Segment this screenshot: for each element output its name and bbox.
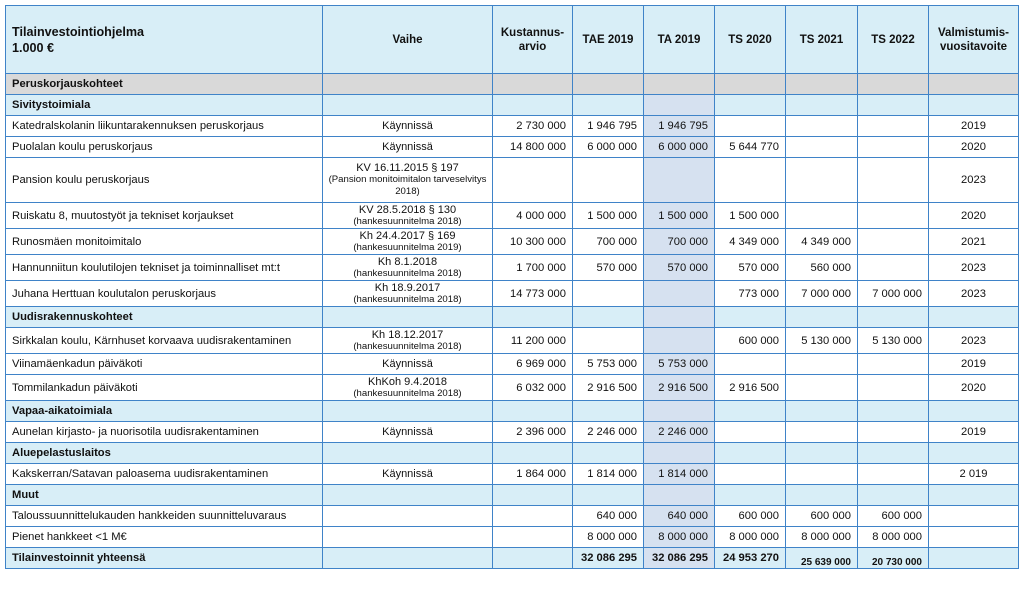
ts-2021-value: 8 000 000: [786, 527, 858, 548]
tae-2019-value: 2 246 000: [573, 422, 644, 443]
tae-2019-value: 8 000 000: [573, 527, 644, 548]
table-unit: 1.000 €: [12, 40, 55, 55]
project-phase: Käynnissä: [323, 464, 493, 485]
tae-2019-value: 1 814 000: [573, 464, 644, 485]
ts-2020-value: [715, 464, 786, 485]
project-phase: KhKoh 9.4.2018: [368, 375, 447, 388]
ts-2022-value: [858, 354, 929, 375]
table-row: [6, 281, 1019, 307]
ts-2021-value: 5 130 000: [786, 328, 858, 354]
total-ta-2019: 32 086 295: [644, 548, 715, 569]
total-row: [6, 548, 1019, 569]
section-label: Sivitystoimiala: [6, 95, 323, 116]
project-phase-note: (hankesuunnitelma 2019): [353, 241, 462, 253]
total-label: Tilainvestoinnit yhteensä: [6, 548, 323, 569]
ts-2020-value: [715, 354, 786, 375]
col-header-tae-2019: TAE 2019: [573, 6, 644, 74]
ta-2019-value: 6 000 000: [644, 137, 715, 158]
total-ts-2022: 20 730 000: [858, 548, 929, 569]
table-title: Tilainvestointiohjelma: [12, 24, 145, 39]
project-phase: Käynnissä: [323, 137, 493, 158]
cost-estimate: 4 000 000: [493, 203, 573, 229]
project-phase: Kh 18.9.2017: [374, 281, 441, 294]
project-phase-cell: [323, 281, 493, 307]
cost-estimate: 6 032 000: [493, 375, 573, 401]
ta-2019-value: 1 500 000: [644, 203, 715, 229]
total-ts-2020: 24 953 270: [715, 548, 786, 569]
completion-year: [929, 506, 1019, 527]
table-title-cell: [6, 6, 323, 74]
completion-year: 2020: [929, 375, 1019, 401]
completion-year: 2019: [929, 116, 1019, 137]
project-phase: Kh 24.4.2017 § 169: [359, 229, 456, 242]
project-name: Hannunniitun koulutilojen tekniset ja toiminnalliset mt:t: [6, 255, 323, 281]
ts-2021-value: [786, 158, 858, 203]
section-label: Vapaa-aikatoimiala: [6, 401, 323, 422]
section-row-peruskorjaus: [6, 74, 1019, 95]
section-label: Muut: [6, 485, 323, 506]
ts-2022-value: 7 000 000: [858, 281, 929, 307]
project-phase-cell: [323, 255, 493, 281]
completion-year: 2019: [929, 354, 1019, 375]
project-name: Sirkkalan koulu, Kärnhuset korvaava uudisrakentaminen: [6, 328, 323, 354]
cost-estimate: 1 700 000: [493, 255, 573, 281]
completion-year: 2021: [929, 229, 1019, 255]
tae-2019-value: 1 500 000: [573, 203, 644, 229]
ts-2020-value: 600 000: [715, 328, 786, 354]
completion-year: 2020: [929, 203, 1019, 229]
ts-2022-value: 8 000 000: [858, 527, 929, 548]
section-row-vapaa: [6, 401, 1019, 422]
ts-2020-value: 600 000: [715, 506, 786, 527]
ts-2021-value: [786, 464, 858, 485]
project-name: Pienet hankkeet <1 M€: [6, 527, 323, 548]
ta-2019-value: 570 000: [644, 255, 715, 281]
project-phase: Käynnissä: [323, 354, 493, 375]
ts-2020-value: 2 916 500: [715, 375, 786, 401]
project-name: Katedralskolanin liikuntarakennuksen peruskorjaus: [6, 116, 323, 137]
ta-2019-value: 1 814 000: [644, 464, 715, 485]
project-phase: Kh 18.12.2017: [371, 328, 444, 341]
project-phase: [323, 527, 493, 548]
project-phase: KV 28.5.2018 § 130: [358, 203, 457, 216]
tae-2019-value: [573, 328, 644, 354]
section-label: Peruskorjauskohteet: [6, 74, 323, 95]
project-phase-cell: [323, 328, 493, 354]
table-row: [6, 328, 1019, 354]
project-phase-cell: [323, 375, 493, 401]
ts-2022-value: [858, 255, 929, 281]
ts-2021-value: [786, 354, 858, 375]
project-phase: KV 16.11.2015 § 197: [356, 162, 459, 174]
project-phase-cell: [323, 229, 493, 255]
project-name: Viinamäenkadun päiväkoti: [6, 354, 323, 375]
project-name: Kakskerran/Satavan paloasema uudisrakentaminen: [6, 464, 323, 485]
tae-2019-value: 570 000: [573, 255, 644, 281]
section-row-uudis: [6, 307, 1019, 328]
ts-2022-value: [858, 203, 929, 229]
section-label: Aluepelastuslaitos: [6, 443, 323, 464]
ts-2022-value: [858, 375, 929, 401]
table-row: [6, 229, 1019, 255]
ts-2021-value: [786, 203, 858, 229]
project-phase-note: (hankesuunnitelma 2018): [353, 387, 462, 399]
completion-year: 2023: [929, 281, 1019, 307]
project-phase-note: (hankesuunnitelma 2018): [353, 267, 462, 279]
ts-2020-value: [715, 116, 786, 137]
section-row-muut: [6, 485, 1019, 506]
project-name: Runosmäen monitoimitalo: [6, 229, 323, 255]
project-name: Taloussuunnittelukauden hankkeiden suunnitteluvaraus: [6, 506, 323, 527]
ts-2020-value: 4 349 000: [715, 229, 786, 255]
tae-2019-value: 700 000: [573, 229, 644, 255]
completion-year: 2023: [929, 328, 1019, 354]
ts-2020-value: [715, 158, 786, 203]
investment-table-container: [5, 5, 1018, 569]
ts-2022-value: [858, 464, 929, 485]
ts-2022-value: [858, 116, 929, 137]
col-header-ts-2022: TS 2022: [858, 6, 929, 74]
table-row: [6, 203, 1019, 229]
section-label: Uudisrakennuskohteet: [6, 307, 323, 328]
investment-table: [5, 5, 1019, 569]
project-name: Puolalan koulu peruskorjaus: [6, 137, 323, 158]
table-row: [6, 116, 1019, 137]
ts-2020-value: 1 500 000: [715, 203, 786, 229]
completion-year: 2023: [929, 158, 1019, 203]
cost-estimate: 2 730 000: [493, 116, 573, 137]
table-row: [6, 137, 1019, 158]
completion-year: 2020: [929, 137, 1019, 158]
table-row: [6, 158, 1019, 203]
section-row-sivitys: [6, 95, 1019, 116]
col-header-cost: Kustannus- arvio: [493, 6, 573, 74]
completion-year: 2 019: [929, 464, 1019, 485]
ta-2019-value: 5 753 000: [644, 354, 715, 375]
ts-2022-value: [858, 137, 929, 158]
cost-estimate: 2 396 000: [493, 422, 573, 443]
ts-2020-value: 773 000: [715, 281, 786, 307]
project-phase: [323, 506, 493, 527]
project-phase: Käynnissä: [323, 422, 493, 443]
ta-2019-value: 700 000: [644, 229, 715, 255]
project-phase: Käynnissä: [323, 116, 493, 137]
project-name: Aunelan kirjasto- ja nuorisotila uudisrakentaminen: [6, 422, 323, 443]
cost-estimate: 11 200 000: [493, 328, 573, 354]
col-header-ts-2020: TS 2020: [715, 6, 786, 74]
cost-estimate: 6 969 000: [493, 354, 573, 375]
ta-2019-value: [644, 281, 715, 307]
ts-2022-value: [858, 229, 929, 255]
table-row: [6, 354, 1019, 375]
table-row: [6, 422, 1019, 443]
project-phase-note: (hankesuunnitelma 2018): [353, 293, 462, 305]
cost-estimate: 10 300 000: [493, 229, 573, 255]
ts-2021-value: 560 000: [786, 255, 858, 281]
table-row: [6, 527, 1019, 548]
ts-2020-value: 5 644 770: [715, 137, 786, 158]
ts-2021-value: 4 349 000: [786, 229, 858, 255]
ts-2022-value: [858, 422, 929, 443]
tae-2019-value: [573, 281, 644, 307]
cost-estimate: [493, 158, 573, 203]
ts-2022-value: 5 130 000: [858, 328, 929, 354]
tae-2019-value: 1 946 795: [573, 116, 644, 137]
col-header-ts-2021: TS 2021: [786, 6, 858, 74]
project-phase-note: (Pansion monitoimitalon tarveselvitys 2018): [328, 174, 487, 197]
ta-2019-value: 2 246 000: [644, 422, 715, 443]
table-row: [6, 506, 1019, 527]
ts-2022-value: 600 000: [858, 506, 929, 527]
header-row: [6, 6, 1019, 74]
project-name: Pansion koulu peruskorjaus: [6, 158, 323, 203]
project-name: Tommilankadun päiväkoti: [6, 375, 323, 401]
ts-2020-value: 570 000: [715, 255, 786, 281]
col-header-phase: Vaihe: [323, 6, 493, 74]
project-name: Ruiskatu 8, muutostyöt ja tekniset korjaukset: [6, 203, 323, 229]
cost-estimate: 14 800 000: [493, 137, 573, 158]
completion-year: 2019: [929, 422, 1019, 443]
ta-2019-value: 2 916 500: [644, 375, 715, 401]
cost-estimate: 1 864 000: [493, 464, 573, 485]
project-name: Juhana Herttuan koulutalon peruskorjaus: [6, 281, 323, 307]
ts-2021-value: [786, 116, 858, 137]
completion-year: 2023: [929, 255, 1019, 281]
ts-2021-value: 600 000: [786, 506, 858, 527]
total-tae-2019: 32 086 295: [573, 548, 644, 569]
cost-estimate: [493, 527, 573, 548]
col-header-ta-2019: TA 2019: [644, 6, 715, 74]
project-phase-cell: [323, 203, 493, 229]
table-row: [6, 255, 1019, 281]
ta-2019-value: [644, 328, 715, 354]
ts-2021-value: [786, 137, 858, 158]
col-header-completion-goal: Valmistumis- vuositavoite: [929, 6, 1019, 74]
tae-2019-value: 640 000: [573, 506, 644, 527]
ts-2021-value: [786, 422, 858, 443]
table-row: [6, 375, 1019, 401]
ta-2019-value: 8 000 000: [644, 527, 715, 548]
cost-estimate: 14 773 000: [493, 281, 573, 307]
project-phase-cell: [323, 158, 493, 203]
tae-2019-value: 2 916 500: [573, 375, 644, 401]
ta-2019-value: 1 946 795: [644, 116, 715, 137]
ta-2019-value: 640 000: [644, 506, 715, 527]
ts-2021-value: 7 000 000: [786, 281, 858, 307]
ts-2020-value: 8 000 000: [715, 527, 786, 548]
ts-2021-value: [786, 375, 858, 401]
tae-2019-value: [573, 158, 644, 203]
tae-2019-value: 6 000 000: [573, 137, 644, 158]
ts-2022-value: [858, 158, 929, 203]
table-row: [6, 464, 1019, 485]
total-ts-2021: 25 639 000: [786, 548, 858, 569]
cost-estimate: [493, 506, 573, 527]
section-row-alue: [6, 443, 1019, 464]
tae-2019-value: 5 753 000: [573, 354, 644, 375]
project-phase-note: (hankesuunnitelma 2018): [353, 340, 462, 352]
project-phase: Kh 8.1.2018: [377, 255, 438, 268]
project-phase-note: (hankesuunnitelma 2018): [353, 215, 462, 227]
ts-2020-value: [715, 422, 786, 443]
ta-2019-value: [644, 158, 715, 203]
completion-year: [929, 527, 1019, 548]
